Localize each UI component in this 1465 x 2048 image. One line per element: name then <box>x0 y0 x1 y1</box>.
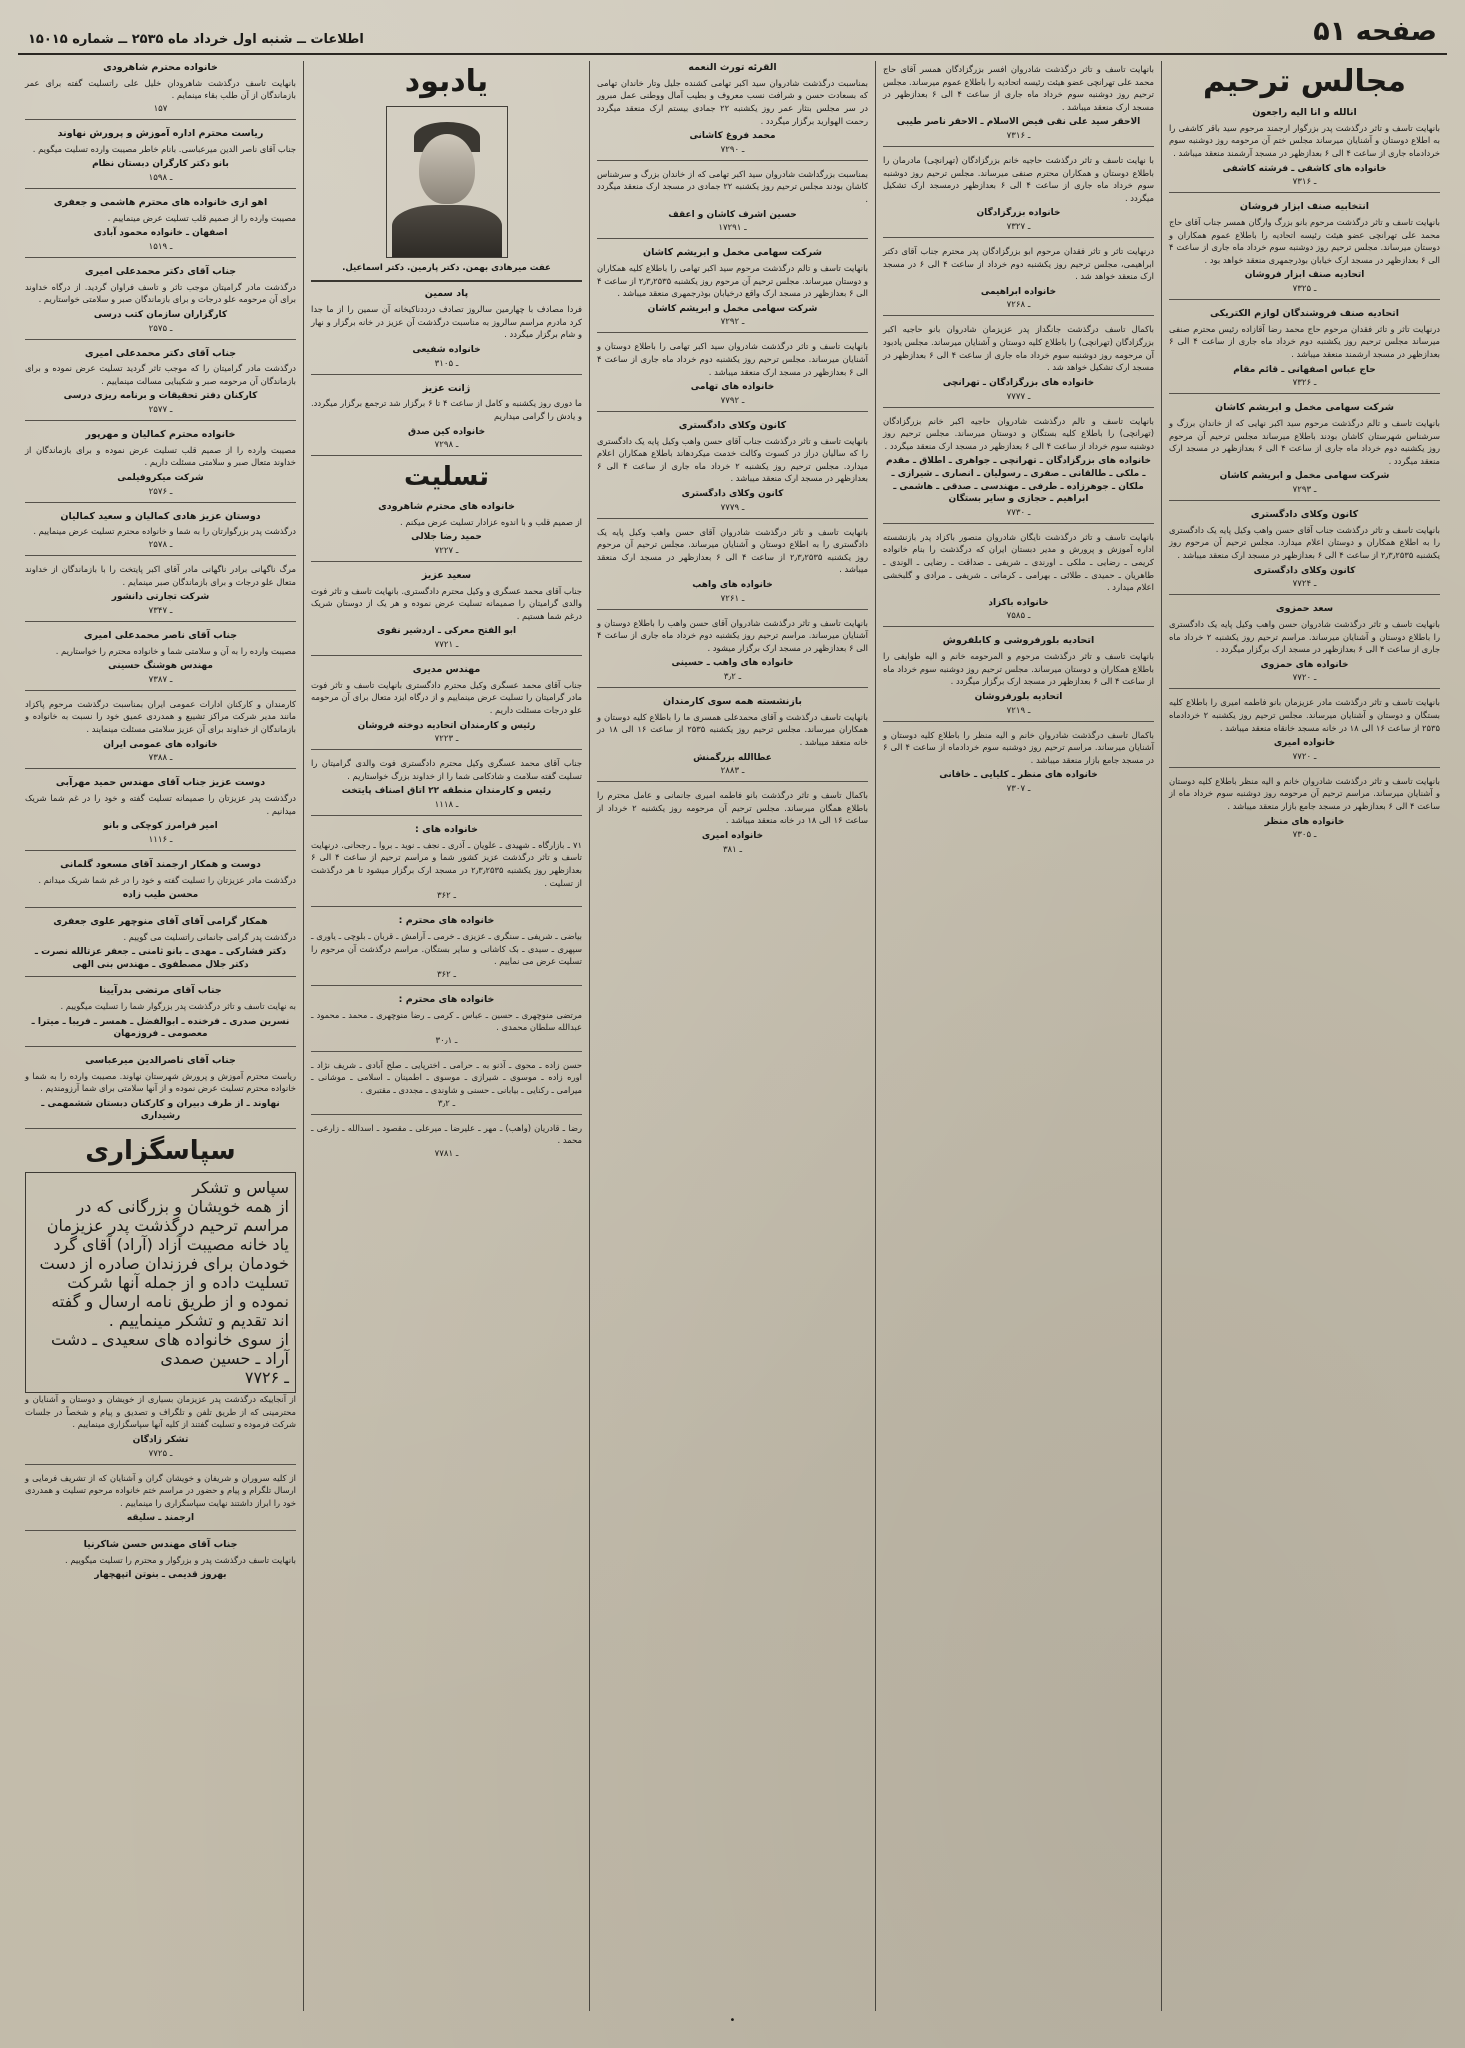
notice-heading: جناب آقای مرتضی بدرآیینا <box>99 985 222 997</box>
section-title-tasliat: تسلیت <box>404 462 489 493</box>
notice-signature: کانون وکلای دادگستری <box>1253 565 1356 576</box>
notice-signature: خانواده شفیعی <box>412 345 481 356</box>
notice-body: درگذشت مادر گرامیتان موجب تاثر و تاسف فراوان گردید. از درگاه خداوند برای آن مرحومه علو درجات و برای بازماندگان صبر و سلامتی خواستاریم . <box>25 281 296 305</box>
notice-code: ـ ۷۳۱۶ <box>1292 177 1317 188</box>
notice-signature: اتحادیه صنف ابزار فروشان <box>1244 270 1365 281</box>
notice-code: ـ ۷۳۸۸ <box>148 753 173 764</box>
notice-signature: خانواده های عمومی ایران <box>103 739 218 750</box>
notice-body: باکمال تاسف درگذشت شادروان خانم و الیه منظر را باطلاع کلیه دوستان و آشنایان میرساند. مراسم ترحیم روز دوشنبه سوم خردادماه از ساعت ۴ الی ۶ در مسجد جامع بازار منعقد میباشد . <box>883 729 1154 765</box>
notice-body: بانهایت تاسف و تاثر درگذشت مادر عزیزمان بانو فاطمه امیری را باطلاع کلیه بستگان و دوستان و آشنایان میرساند. مجلس ترحیم روز یکشنبه ۲ خردادماه ۲۵۳۵ از ساعت ۱۶ الی ۱۸ در خانه مسجد خانقاه منعقد میباشد . <box>1169 697 1440 733</box>
notice-code: ـ ۷۲۶۸ <box>1006 300 1031 311</box>
notice-code: ـ ۳۶۲ <box>436 969 457 980</box>
section-title-majales: مجالس ترحیم <box>1203 64 1406 99</box>
notice-block <box>311 1059 582 1115</box>
notice-code: ـ ۳٫۲ <box>723 672 742 683</box>
notice-body: درگذشت مادر عزیزتان را تسلیت گفته و خود را در غم شما شریک میدانم . <box>38 874 296 885</box>
notice-block <box>311 914 582 986</box>
notice-body: از آنجاییکه درگذشت پدر عزیزمان بسیاری از خویشان و دوستان و آشنایان و محترمینی که از طریق تلفن و تلگراف و تصدیق و پیام و شخصاً در جلسات شرکت فرموده و تسلیت گفتند از کلیه آنها سپاسگزاری مینماییم . <box>25 1394 296 1430</box>
notice-body: بانهایت تاسف درگذشت پدر و بزرگوار و محترم را تسلیت میگوییم . <box>65 1554 296 1565</box>
notice-block <box>597 789 868 859</box>
notice-body: درگذشت مادر گرامیتان را که موجب تاثر گردید تسلیت عرض نموده و برای بازماندگان آن مرحومه صبر و شکیبایی مسالت مینماییم . <box>25 363 296 386</box>
notice-body: مصیبت وارده را از صمیم قلب تسلیت عرض مینماییم . <box>107 212 296 223</box>
notice-signature: خانواده باکزاد <box>988 597 1049 608</box>
notice-block <box>597 246 868 333</box>
notice-code: ـ ۳۸۱ <box>722 844 743 855</box>
notice-code: ـ ۱۱۱۸ <box>434 799 459 810</box>
notice-signature: نسرین صدری ـ فرخنده ـ ابوالفضل ـ همسر ـ فریبا ـ میترا ـ معصومی ـ فروزمهان <box>31 1016 290 1040</box>
notice-block <box>883 729 1154 799</box>
notice-heading: خانواده های : <box>415 823 478 835</box>
notice-block <box>1169 200 1440 300</box>
notice-signature: ارجمند ـ سلیقه <box>126 1513 195 1524</box>
notice-signature: نهاوند ـ از طرف دبیران و کارکنان دبستان ششمهمی ـ رشیداری <box>41 1098 280 1122</box>
notice-heading: سعد حمزوی <box>1275 603 1334 615</box>
notice-block <box>25 563 296 622</box>
notice-code: ـ ۷۷۷۷ <box>1006 391 1031 402</box>
notice-signature: بهروز قدیمی ـ بنوتن اتپهچهار <box>94 1570 227 1581</box>
notice-code: ـ ۷۳۰۵ <box>1292 830 1317 841</box>
thanks-block <box>25 1172 296 1393</box>
notice-block <box>25 510 296 556</box>
notice-code: ـ ۷۷۸۱ <box>434 1148 459 1159</box>
notice-body: بیاضی ـ شریفی ـ سنگری ـ عزیزی ـ خرمی ـ آرامش ـ قربان ـ بلوچی ـ یاوری ـ سپهری ـ سیدی ـ بک کاشانی و سایر بستگان. مراسم درگذشت آن مرحوم را تسلیت عرض می نماییم . <box>311 930 582 967</box>
notice-heading: همکار گرامی آقای آقای منوچهر علوی جعفری <box>53 915 268 927</box>
notice-block <box>311 993 582 1052</box>
notice-code: ـ ۷۷۹۲ <box>720 395 745 406</box>
notice-body: درگذشت پدر بزرگوارتان را به شما و خانواده محترم تسلیت عرض مینماییم . <box>33 526 296 537</box>
notice-body: جناب آقای ناصر الدین میرعباسی. بانام خاطر مصیبت وارده تسلیت میگویم . <box>32 143 296 154</box>
notice-code: ـ ۷۲۹۳ <box>1292 484 1317 495</box>
notice-heading: القرئه تورث النعمه <box>688 62 777 73</box>
notice-signature: خانواده های بزرگزادگان ـ تهرانچی ـ جواهری ـ اطلاق ـ مقدم ـ ملکی ـ طالقانی ـ صفری ـ رسولیان ـ انصاری ـ شیرازی ـ ملکان ـ جوهرزاده ـ طرفی ـ مهندسی ـ صدقی ـ هاشمی ـ ابراهیم ـ حجازی و سایر بستگان <box>886 456 1151 505</box>
notice-signature: خانواده های تهامی <box>690 382 775 393</box>
column-condolences <box>18 61 303 2011</box>
notice-heading: خانواده های محترم : <box>398 915 495 927</box>
notice-heading: اهو ازی خانواده های محترم هاشمی و جعفری <box>53 196 268 208</box>
notice-heading: کانون وکلای دادگستری <box>1250 508 1359 520</box>
notice-block <box>597 168 868 239</box>
column-obituaries-1 <box>1161 61 1447 2011</box>
notice-block <box>597 617 868 688</box>
column-obituaries-2 <box>875 61 1161 2011</box>
notice-signature: محمد فروغ کاشانی <box>689 131 776 142</box>
notice-heading: دوست و همکار ارجمند آقای مسعود گلمانی <box>60 858 261 870</box>
notice-block <box>25 196 296 258</box>
notice-signature: خانواده های واهب <box>692 580 773 591</box>
notice-body: مصیبت وارده را به آن و سلامتی شما و خانواده محترم را خواستاریم . <box>55 645 296 656</box>
notice-code: ـ ۷۳۱۶ <box>1006 131 1031 142</box>
notice-block <box>25 629 296 691</box>
notice-body: مرگ ناگهانی برادر ناگهانی مادر آقای اکبر پایتخت را با بازماندگان از خداوند متعال علو درجات و برای بازماندگان صبر مینمایم . <box>25 564 296 587</box>
notice-heading: جناب آقای ناصر محمدعلی امیری <box>83 629 238 641</box>
notice-signature: بانو دکتر کارگران دبستان نظام <box>92 159 229 170</box>
notice-block <box>883 415 1154 524</box>
notice-block <box>25 698 296 769</box>
notice-block <box>25 1054 296 1129</box>
notice-signature: اتحادیه بلورفروشان <box>974 691 1063 702</box>
notice-heading: انتخابیه صنف ابزار فروشان <box>1239 201 1370 213</box>
notice-code: ـ ۲۵۷۵ <box>148 323 173 334</box>
notice-block <box>311 287 582 374</box>
notice-block <box>597 526 868 610</box>
notice-block <box>311 663 582 750</box>
notice-signature: خانواده کین صدق <box>407 426 486 437</box>
notice-body: بانهایت تاسف و تاثر درگذشت شادروان خانم و الیه منظر باطلاع کلیه دوستان و آشنایان میرساند. مراسم ترحیم آن مرحومه روز دوشنبه سوم خرداد ماه از ساعت ۴ الی ۶ بعدازظهر در مسجد جامع بازار منعقد میباشد . <box>1169 775 1440 811</box>
notice-code: ـ ۱۵۹۸ <box>148 172 173 183</box>
notice-signature: خانواده بزرگزادگان <box>976 208 1061 219</box>
notice-body: درگذشت پدر عزیزتان را صمیمانه تسلیت گفته و خود را در غم شما شریک میدانیم . <box>25 793 296 816</box>
notice-code: ـ ۳۱۰۵ <box>434 358 459 369</box>
notice-body: ما دوری روز یکشنبه و کامل از ساعت ۴ تا ۶ برگزار شد ترجمع برگزار میگردد. و یادش را گرامی میداریم <box>311 398 582 422</box>
notice-block <box>311 569 582 656</box>
notice-body: جناب آقای محمد عسگری و وکیل محترم دادگستری. بانهایت تاسف و تاثر فوت والدی گرامیتان را صمیمانه تسلیت عرض نموده و هر یک از دوستان شریک درغم شما هستیم . <box>311 585 582 621</box>
notice-code: ـ ۲۵۷۸ <box>148 540 173 551</box>
notice-code: ـ ۳۰٫۱ <box>435 1035 458 1046</box>
column-container <box>18 61 1447 2011</box>
notice-body: بانهایت تاسف و تالم درگذشت مرحوم سید اکبر نهایی که از خاندان برزگ و سرشناس شهرستان کاشان بودند باطلاع میرساند مجلس ترحیم آن مرحوم روز یکشنبه دوم خرداد ماه جاری از ساعت ۴ الی ۶ بعدازظهر در مسجد ارک منعقد میگردد . <box>1169 417 1440 466</box>
notice-block <box>1169 696 1440 767</box>
notice-block <box>1169 401 1440 501</box>
notice-block <box>1169 508 1440 595</box>
notice-body: بانهایت تاسف و تاثر درگذشت شادروان آقای حسن واهب وکیل پایه یک دادگستری را به اطلاع دوستان و آشنایان میرساند. مجلس ترحیم آن مرحوم روز یکشنبه ۲٫۳٫۲۵۳۵ از ساعت ۴ الی ۶ بعدازظهر در مسجد ارک منعقد میباشد . <box>597 526 868 575</box>
notice-signature: رئیس و کارمندان منطقه ۲۲ اتاق اصناف پایتخت <box>341 786 552 797</box>
notice-block <box>1169 106 1440 193</box>
notice-body: ریاست محترم آموزش و پرورش شهرستان نهاوند. مصیبت وارده را به شما و خانواده محترم تسلیت عرض نموده و از آنها سلامتی برای شما آرزومندیم . <box>25 1070 296 1094</box>
notice-heading: خانواده محترم شاهرودی <box>103 62 218 73</box>
notice-code: ـ ۷۷۲۴ <box>1292 579 1317 590</box>
notice-signature: خانواده های منظر <box>1264 816 1345 827</box>
notice-code: ـ ۷۲۹۲ <box>720 317 745 328</box>
notice-signature: شرکت سهامی مخمل و ابریشم کاشان <box>1219 471 1390 482</box>
notice-block <box>883 245 1154 316</box>
divider <box>311 280 582 282</box>
notice-signature: حمید رضا جلالی <box>411 532 482 543</box>
notice-body: با نهایت تاسف و تاثر درگذشت حاجیه خانم بزرگزادگان (تهرانچی) مادرمان را باطلاع دوستان و همکاران محترم صنفی میرساند. مجلس ترحیم روز دوشنبه سوم خرداد ماه جاری از ساعت ۴ الی ۶ بعدازظهر درمسجد ارک تشکیل میگردد . <box>883 155 1154 203</box>
notice-body: از همه خویشان و بزرگانی که در مراسم ترحیم درگذشت پدر عزیزمان یاد خانه مصیبت آزاد (آراد) آقای گرد خودمان برای فرزندان صادره از دست تسلیت داده و از جمله آنها شرکت نموده و از طریق نامه ارسال و گفته اند تقدیم و تشکر مینماییم . <box>39 1197 289 1331</box>
notice-body: بانهایت تاسف و تاثر درگذشت شادروان حسن واهب وکیل پایه یک دادگستری را باطلاع دوستان و آشنایان میرساند. مراسم ترحیم روز یکشنبه ۲ خرداد ماه جاری از ساعت ۴ الی ۶ بعدازظهر در مسجد ارک برگزار میگردد . <box>1169 618 1440 655</box>
notice-code: ـ ۷۷۲۵ <box>148 1448 173 1459</box>
notice-block <box>597 61 868 161</box>
notice-signature: امیر فرامرز کوچکی و بانو <box>103 821 218 832</box>
notice-heading: ژانت عزیز <box>422 382 471 394</box>
thanks-block <box>25 1472 296 1531</box>
notice-code: ـ ۲۸۸۳ <box>720 766 745 777</box>
notice-block <box>25 858 296 908</box>
notice-heading: دوست عزیز جناب آقای مهندس حمید مهرآبی <box>55 777 266 789</box>
notice-heading: شرکت سهامی مخمل و ابریشم کاشان <box>642 247 823 259</box>
issue-line: اطلاعات ــ شنبه اول خرداد ماه ۲۵۳۵ ــ شماره ۱۵۰۱۵ <box>28 32 364 47</box>
thanks-block <box>25 1538 296 1587</box>
notice-code: ـ ۷۳۲۷ <box>1006 222 1031 233</box>
notice-code: ـ ۷۷۲۶ <box>244 1368 289 1388</box>
notice-body: فردا مصادف با چهارمین سالروز تصادف درددناکیخانه آن سمین را از ما جدا کرد مادرم مراسم سالروز به مناسبت درگذشت آن عزیز در خانه برگزار و نهار و شام برگزار میگردد . <box>311 304 582 340</box>
notice-code: ـ ۷۲۹۸ <box>434 440 459 451</box>
notice-signature: خانواده های بزرگزادگان ـ تهرانچی <box>942 377 1095 388</box>
notice-code: ـ ۷۷۷۹ <box>720 502 745 513</box>
notice-code: ـ ۷۳۸۷ <box>148 674 173 685</box>
notice-body: مرتضی منوچهری ـ حسین ـ عباس ـ کرمی ـ رضا منوچهری ـ محمد ـ محمود ـ عبدالله سلطان محمدی . <box>311 1009 582 1033</box>
notice-body: درنهایت تاثر و تاثر فقدان مرحوم حاج محمد رضا آقازاده رئیس محترم صنفی میرساند مجلس ترحیم روز یکشنبه دوم خرداد ماه جاری از ساعت ۴ الی ۶ بعدازظهر در مسجد ارشمند منعقد میباشد . <box>1169 323 1440 359</box>
notice-body: حسن زاده ـ محوی ـ آذنو به ـ حرامی ـ اخترپایی ـ صلح آبادی ـ شریف نژاد ـ اوره زاده ـ موسوی ـ شیرازی ـ موسوی ـ اطمینان ـ اسلامی ـ موشانی ـ میرامی ـ رکنایی ـ بیابانی ـ حسنی و شاوندی ـ مجددی ـ مقتبری . <box>311 1059 582 1095</box>
notice-heading: مهندس مدیری <box>412 663 481 675</box>
notice-code: ـ ۷۳۰۷ <box>1006 783 1031 794</box>
footer-mark: • <box>729 2015 736 2026</box>
notice-body: مصیبت وارده را از صمیم قلب تسلیت عرض نموده و برای بازماندگان از خداوند متعال صبر و سلامتی مسئلت داریم . <box>25 444 296 468</box>
notice-code: ـ ۷۳۲۵ <box>1292 283 1317 294</box>
notice-block <box>597 695 868 782</box>
notice-code: ـ ۱۷۲۹۱ <box>718 223 747 234</box>
notice-body: بانهایت تاسف و تاثر درگذشت پدر بزرگوار ارجمند مرحوم سید باقر کاشفی را به اطلاع دوستان و آشنایان میرساند مجلس ختم آن مرحومه روز دوشنبه سوم خردادماه جاری از ساعت ۴ الی ۶ بعدازظهر در مسجد آرشمند منعقد میباشد . <box>1169 122 1440 158</box>
notice-body: کارمندان و کارکنان ادارات عمومی ایران بمناسبت درگذشت مرحوم پاکزاد مانند مدیر شرکت مراکز تشییع و همدردی عمیق خود را نسبت به خانواده و بازماندگان از خداوند برای آن عزیز سلامتی مسئلت مینمایند . <box>25 698 296 735</box>
notice-code: ـ ۲۵۷۶ <box>148 486 173 497</box>
notice-body: باکمال تاسف درگذشت جانگداز پدر عزیزمان شادروان بانو حاجیه اکبر بزرگزادگان (تهرانچی) را باطلاع کلیه دوستان و آشنایان میرساند. مجلس یادبود آن مرحومه روز دوشنبه سوم خرداد ماه جاری از ساعت ۴ الی ۶ بعدازظهر در مسجد ارک تشکیل خواهد شد . <box>883 324 1154 373</box>
notice-block <box>25 61 296 120</box>
notice-code: ـ ۷۷۲۰ <box>1292 751 1317 762</box>
notice-heading: جناب آقای دکتر محمدعلی امیری <box>84 265 237 277</box>
notice-heading: جناب آقای دکتر محمدعلی امیری <box>84 347 237 359</box>
section-title-sepasgozari: سپاسگزاری <box>85 1136 236 1167</box>
notice-code: ـ ۷۲۲۳ <box>434 734 459 745</box>
notice-block <box>25 347 296 422</box>
notice-signature: حسین اشرف کاشان و اعقف <box>668 209 797 220</box>
notice-heading: خانواده های محترم : <box>398 993 495 1005</box>
notice-heading: کانون وکلای دادگستری <box>678 419 787 431</box>
notice-signature: ابو الفتح معرکی ـ اردشیر نقوی <box>376 626 517 637</box>
notice-heading: سعید عزیز <box>421 569 472 581</box>
notice-block <box>1169 602 1440 689</box>
notice-signature: تشکر زادگان <box>132 1434 189 1445</box>
notice-signature: خانواده های کاشفی ـ فرشته کاشفی <box>1222 163 1387 174</box>
notice-signature: رئیس و کارمندان اتحادیه دوخته فروشان <box>357 720 536 731</box>
notice-block <box>883 323 1154 407</box>
notice-code: ـ ۷۲۱۹ <box>1006 705 1031 716</box>
notice-body: جناب آقای محمد عسگری وکیل محترم دادگستری بانهایت تاسف و تاثر فوت مادر گرامیتان را تسلیت عرض مینماییم و از درگاه ایزد متعال برای آن مرحومه علو درجات مسئلت داریم . <box>311 679 582 715</box>
notice-signature: خانواده ابراهیمی <box>980 286 1057 297</box>
notice-heading: جناب آقای مهندس حسن شاکرنیا <box>83 1538 238 1550</box>
notice-body: جناب آقای محمد عسگری وکیل محترم دادگستری فوت والدی گرامیتان را تسلیت گفته سلامت و شادکامی شما را از خداوند بزرگ خواستاریم . <box>311 758 582 781</box>
notice-code: ـ ۷۲۲۷ <box>434 545 459 556</box>
notice-signature: خانواده های حمزوی <box>1260 659 1349 670</box>
notice-block <box>883 154 1154 238</box>
notice-block <box>1169 307 1440 394</box>
masthead <box>18 14 1447 55</box>
notice-body: بانهایت تاسف و تاثر درگذشت شادروان آقای حسن واهب را باطلاع دوستان و آشنایان میرساند. مراسم ترحیم روز یکشنبه دوم خرداد ماه جاری از ساعت ۴ الی ۶ بعدازظهر در مسجد ارک برگزار میشود . <box>597 617 868 653</box>
notice-block <box>883 531 1154 628</box>
notice-code: ـ ۷۳۲۶ <box>1292 378 1317 389</box>
notice-signature: از سوی خانواده های سعیدی ـ دشت آراد ـ حسین صمدی <box>51 1330 289 1369</box>
notice-signature: کارکنان دفتر تحقیقات و برنامه ریزی درسی <box>63 391 258 402</box>
notice-code: ـ ۷۷۲۱ <box>434 639 459 650</box>
notice-body: درگذشت پدر گرامی جانمانی راتسلیت می گوییم . <box>123 931 296 942</box>
notice-heading: اتحادیه صنف فروشندگان لوازم الکتریکی <box>1209 307 1400 319</box>
notice-body: بانهایت تاسف و تاثر درگذشت شادروان سید اکبر تهامی را باطلاع دوستان و آشنایان میرساند. مجلس ترحیم روز یکشنبه دوم خرداد ماه جاری از ساعت ۴ الی ۶ بعدازظهر در مسجد ارک منعقد میباشد . <box>597 341 868 377</box>
notice-heading: سپاس و تشکر <box>192 1178 289 1198</box>
notice-body: بانهایت تاسف و تاثر درگذشت جناب آقای حسن واهب وکیل پایه یک دادگستری را که سالیان دراز در کسوت وکالت خدمت میکردهاند باطلاع همکاران اعلام میدارد. مجلس ترحیم روز یکشنبه ۲ خرداد ماه جاری از ساعت ۴ الی ۶ بعدازظهر در مسجد ارک منعقد میباشد . <box>597 435 868 484</box>
notice-body: بانهایت تاسف و تالم درگذشت مرحوم سید اکبر تهامی را باطلاع کلیه همکاران و دوستان میرساند. مجلس ترحیم آن مرحوم روز یکشنبه ۲٫۳٫۲۵۳۵ از ساعت ۴ الی ۶ بعدازظهر در مسجد ارک واقع درخیابان بوذرجمهری منعقد میباشد . <box>597 262 868 299</box>
notice-signature: کانون وکلای دادگستری <box>681 489 784 500</box>
notice-signature: خانواده های واهب ـ حسینی <box>671 658 794 669</box>
notice-body: بانهایت تاسف و تاثر درگذشت شادروان افسر بزرگزادگان همسر آقای حاج محمد علی تهرانچی عضو هیئت رئیسه اتحادیه را باطلاع عموم میرساند. مجلس ترحیم روز دوشنبه سوم خرداد ماه جاری از ساعت ۴ الی ۶ بعدازظهر در مسجد ارک منعقد میباشد . <box>883 64 1155 112</box>
notice-block <box>25 776 296 851</box>
notice-body: بانهایت تاسف و تاثر درگذشت مرحوم بانو بزرگ وارگان همسر جناب آقای حاج محمد علی تهرانچی عضو هیئت رئیسه اتحادیه را باطلاع عموم همکاران و دوستان میرساند. مجلس ترحیم روز دوشنبه سوم خرداد ماه جاری از ساعت ۴ الی ۶ بعدازظهر در مسجد ارک خیابان بوذرجمهری منعقد خواهد بود . <box>1169 216 1440 265</box>
column-memorial <box>303 61 589 2011</box>
notice-signature: شرکت سهامی مخمل و ابریشم کاشان <box>647 303 818 314</box>
notice-heading: دوستان عزیز هادی کمالیان و سعید کمالیان <box>60 510 261 522</box>
notice-block <box>311 382 582 457</box>
notice-signature: شرکت تجارتی دانشور <box>111 592 210 603</box>
notice-code: ـ ۷۲۹۰ <box>720 144 745 155</box>
notice-code: ـ ۷۵۸۵ <box>1006 611 1031 622</box>
notice-heading: جناب آقای ناصرالدین میرعباسی <box>85 1054 236 1066</box>
notice-signature: خانواده امیری <box>701 831 764 842</box>
page-number: صفحه ۵۱ <box>1313 16 1437 47</box>
notice-heading: پاد سمین <box>424 288 469 300</box>
notice-block <box>883 63 1154 147</box>
notice-block <box>25 915 296 978</box>
notice-code: ـ ۷۳۴۷ <box>148 605 173 616</box>
notice-block <box>25 428 296 503</box>
notice-heading: ریاست محترم اداره آموزش و پرورش نهاوند <box>57 127 264 139</box>
notice-block <box>25 127 296 189</box>
portrait-photo <box>386 106 508 258</box>
notice-code: ـ ۲۵۷۷ <box>148 405 173 416</box>
notice-block <box>597 340 868 411</box>
notice-body: از صمیم قلب و با اندوه عزادار تسلیت عرض میکنم . <box>400 516 582 527</box>
notice-code: ـ ۳۶۲ <box>436 891 457 902</box>
thanks-block <box>25 1393 296 1464</box>
notice-heading: خانواده های محترم شاهرودی <box>378 500 515 512</box>
notice-signature: خانواده های منظر ـ کلیایی ـ خاقانی <box>939 770 1098 781</box>
notice-signature: اصفهان ـ خانواده محمود آبادی <box>93 228 228 239</box>
portrait-caption: عفت میرهادی بهمن. دکتر پارمین. دکتر اسماعیل. <box>342 263 551 273</box>
notice-body: درنهایت تاثر و تاثر فقدان مرحوم ابو بزرگزادگان پدر محترم جناب آقای دکتر ابراهیمی، مجلس ترحیم روز یکشنبه دوم خرداد از ساعت ۴ الی ۶ در مسجد ارک منعقد خواهد شد . <box>883 246 1155 282</box>
notice-body: بانهایت تاسف و تاثر درگذشت نایگان شادروان منصور باکزاد پدر بازنشسته اداره آموزش و پرورش و مدیر دبستان ایران که درگذشت را بنام خانواده کریمی ـ رضایی ـ ملکی ـ اورندی ـ شریفی ـ صداقت ـ رضایی ـ الوندی ـ طاهریان ـ حمیدی ـ طلائی ـ بهرامی ـ کرمانی ـ شریفی ـ مرادی و گلبخشی اعلام میدارد . <box>883 531 1154 593</box>
notice-body: باکمال تاسف و تاثر درگذشت بانو فاطمه امیری جانمانی و عامل محترم را باطلاع همگان میرساند. مجلس ترحیم آن مرحومه روز یکشنبه ۲ خرداد از ساعت ۱۶ الی ۱۸ در خانه منعقد میباشد . <box>597 790 868 826</box>
portrait-face <box>419 134 475 204</box>
notice-block <box>311 500 582 562</box>
notice-body: از کلیه سروران و شریفان و خویشان گران و آشنایان که از تشریف فرمایی و ارسال تلگرام و پیام و حضور در مراسم ختم خانواده مرحوم تسلیت و همدردی خود را ابراز داشتند نهایت سپاسگزاری را مینماییم . <box>25 1472 296 1508</box>
notice-code: ـ ۷۷۲۰ <box>1292 673 1317 684</box>
notice-code: ـ ۷۲۶۱ <box>720 593 745 604</box>
notice-block <box>1169 775 1440 845</box>
notice-signature: مهندس هوشنگ حسینی <box>108 661 213 672</box>
notice-block <box>311 1122 582 1164</box>
notice-heading: انالله و انا الیه راجعون <box>1252 107 1357 118</box>
notice-block <box>597 419 868 519</box>
notice-signature: خانواده امیری <box>1273 738 1336 749</box>
notice-body: بمناسبت بزرگداشت شادروان سید اکبر تهامی که از خاندان بزرگ و سرشناس کاشان بودند مجلس ترحیم روز یکشنبه ۲۲ جمادی در مسجد ارک منعقد میگردد . <box>597 168 868 205</box>
notice-code: ۱۵۷ <box>153 103 168 114</box>
notice-body: بانهایت تاسف و تاثر درگذشت مرحوم و المرحومه خانم و الیه طوایفی را باطلاع همکاران و دوستان میرساند. مجلس ترحیم روز دوشنبه سوم خرداد ماه از ساعت ۴ الی ۶ بعدازظهر در مسجد ارک برگزار میگردد . <box>883 651 1154 687</box>
notice-code: ـ ۱۱۱۶ <box>148 834 173 845</box>
notice-block <box>883 634 1154 721</box>
notice-body: بمناسبت درگذشت شادروان سید اکبر تهامی کشنده جلیل وتار خاندان تهامی که بسعادت حسن و شرافت نسب معروف و بطیب آمال ووطنی عمل مبرور در سر مجلس بنثار عمر روز یکشنبه ۲۲ جمادی بیستم ارک منعقد میگردد رحمت الهوارید برگزار میگردد . <box>597 77 869 126</box>
notice-heading: شرکت سهامی مخمل و ابریشم کاشان <box>1214 402 1395 414</box>
notice-body: به نهایت تاسف و تاثر درگذشت پدر بزرگوار شما را تسلیت میگوییم . <box>60 1001 296 1012</box>
notice-body: بانهایت تاسف درگذشت و آقای محمدعلی همسری ما را باطلاع کلیه دوستان و همکاران میرساند. مجلس ترحیم روز یکشنبه ۲۵۳۵ از ساعت ۱۶ الی ۱۸ در خانه منعقد میباشد . <box>597 711 868 748</box>
notice-block <box>25 265 296 340</box>
notice-signature: شرکت میکروفیلمی <box>117 473 204 484</box>
column-obituaries-3 <box>589 61 875 2011</box>
notice-heading: اتحادیه بلورفروشی و کابلفروش <box>942 635 1095 647</box>
notice-signature: الاحقر سید علی نقی فیض الاسلام ـ الاحقر ناصر طیبی <box>896 117 1141 128</box>
notice-signature: عطاالله بزرگمنش <box>693 752 772 763</box>
notice-body: بانهایت تاسف و تاثر درگذشت جناب آقای حسن واهب وکیل پایه یک دادگستری را به اطلاع همکاران و دوستان اعلام میدارد. مجلس ترحیم آن مرحوم روز یکشنبه ۲٫۳٫۲۵۳۵ از ساعت ۴ الی ۶ بعدازظهر در مسجد ارک منعقد میباشد . <box>1169 524 1440 560</box>
section-title-yadbud: یادبود <box>404 64 489 99</box>
notice-body: بانهایت تاسف درگذشت شاهرودان خلیل علی راتسلیت گفته برای عمر بازماندگان از آن طلب بقاء مینمایم . <box>25 77 296 101</box>
notice-body: رضا ـ قادریان (واهب) ـ مهر ـ علیرضا ـ میرعلی ـ مقصود ـ اسدالله ـ زارعی ـ محمد . <box>311 1122 582 1146</box>
portrait-body <box>392 205 502 257</box>
notice-code: ـ ۱۵۱۹ <box>148 241 173 252</box>
notice-block <box>311 823 582 907</box>
notice-heading: خانواده محترم کمالیان و مهرپور <box>85 429 236 441</box>
notice-signature: کارگزاران سازمان کتب درسی <box>93 309 228 320</box>
notice-block <box>25 984 296 1047</box>
notice-heading: بازنشسته همه سوی کارمندان <box>663 696 802 708</box>
notice-code: ـ ۳٫۲ <box>437 1098 456 1109</box>
notice-code: ـ ۷۷۳۰ <box>1006 507 1031 518</box>
notice-signature: حاج عباس اصفهانی ـ قائم مقام <box>1233 364 1376 375</box>
notice-signature: دکتر فشارکی ـ مهدی ـ بانو ثامنی ـ جعفر عزتالله نصرت ـ دکتر جلال مصطفوی ـ مهندس بنی الهی <box>34 947 287 970</box>
notice-block <box>311 757 582 816</box>
notice-body: ۷۱ ـ بازارگاه ـ شهیدی ـ علویان ـ آذری ـ نجف ـ نوید ـ بروا ـ رجحانی. درنهایت تاسف و تاثر درگذشت عزیز کشور شما و مراسم ترحیم از ساعت ۴ الی ۶ بعدازظهر روز یکشنبه ۲٫۳٫۲۵۳۵ در مسجد ارک برگزار میشود تا هر درگذشت از تسلیت . <box>311 839 582 888</box>
notice-signature: محسن طیب زاده <box>122 890 199 901</box>
notice-body: بانهایت تاسف و تالم درگذشت شادروان حاجیه اکبر خانم بزرگزادگان (تهرانچی) را باطلاع کلیه بستگان و دوستان میرساند. مجلس ترحیم روز دوشنبه سوم خرداد از ساعت ۴ الی ۶ بعدازظهر در مسجد ارک منعقد میگردد . <box>883 415 1154 451</box>
